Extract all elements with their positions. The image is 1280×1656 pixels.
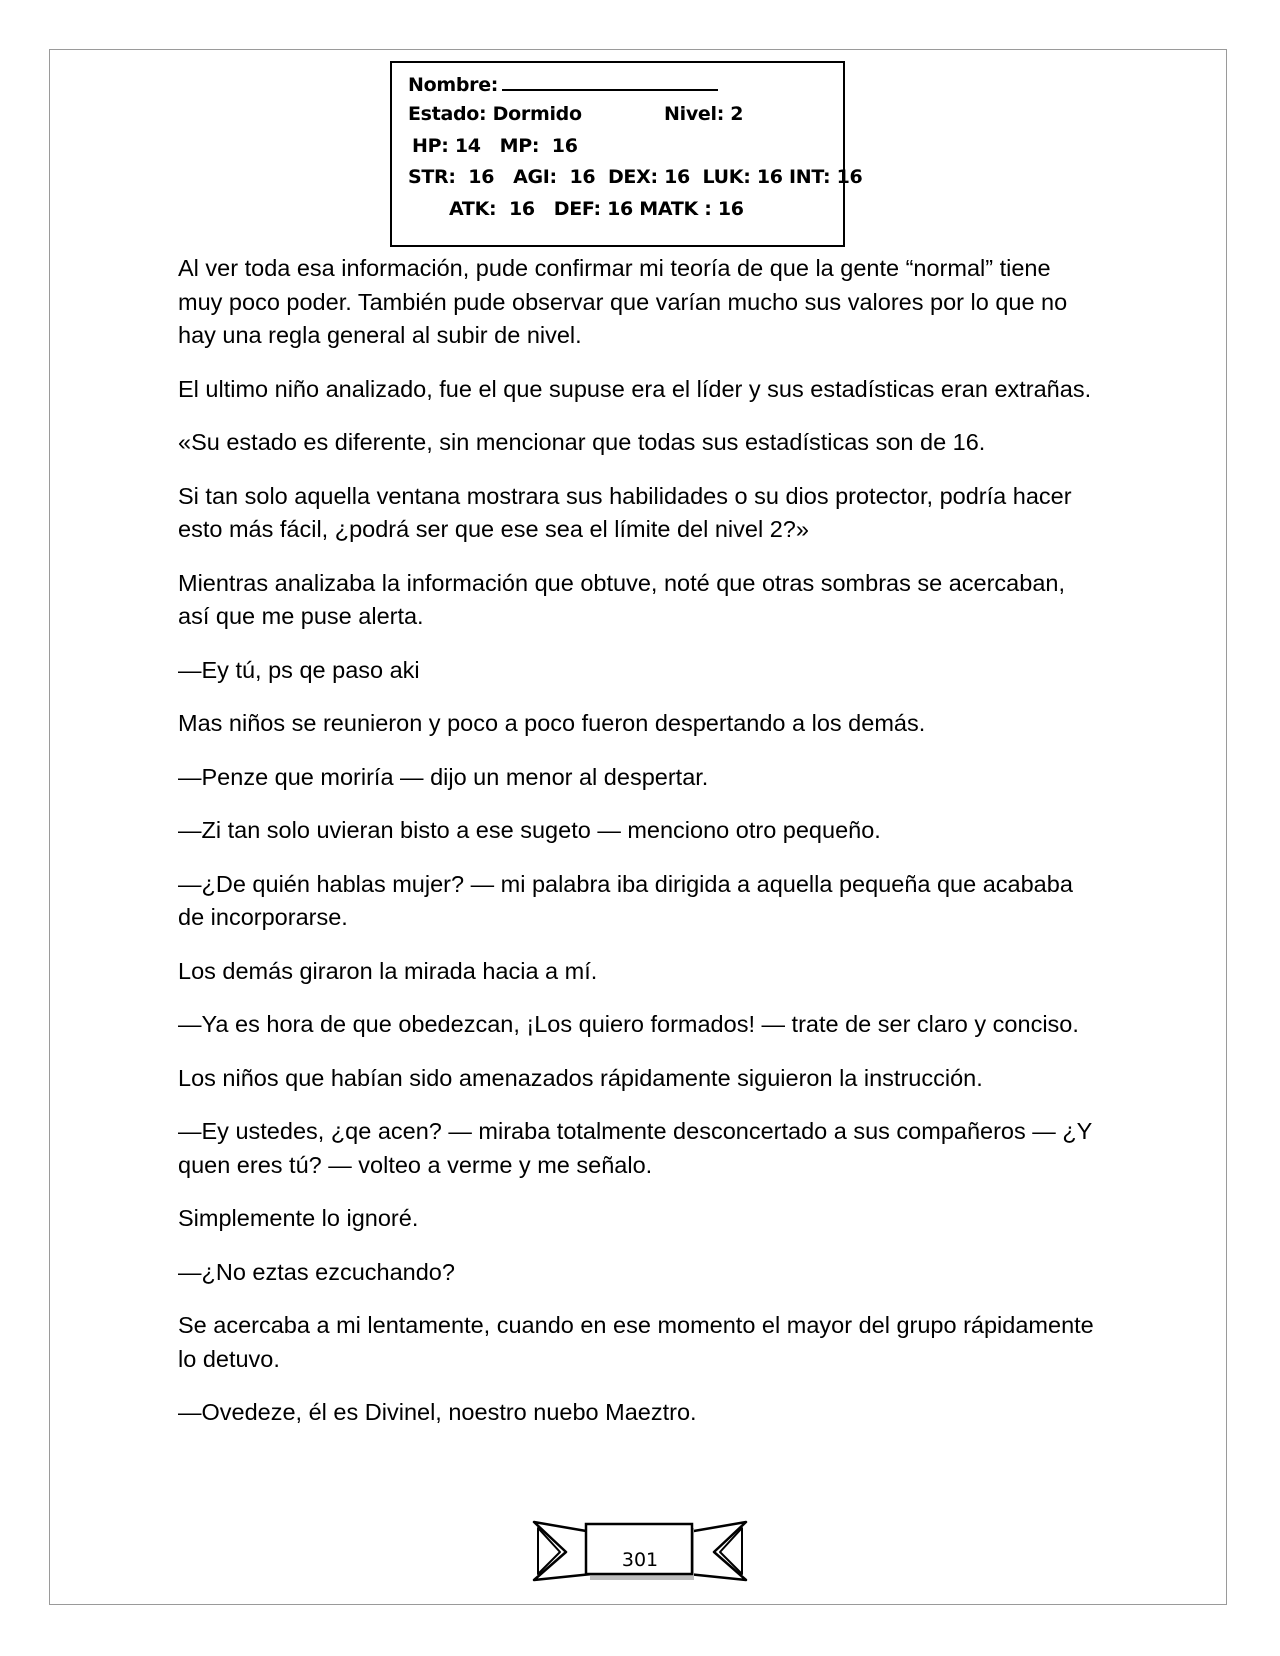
paragraph: Se acercaba a mi lentamente, cuando en ese momento el mayor del grupo rápidamente lo detuvo. [178, 1312, 1094, 1372]
paragraph: Si tan solo aquella ventana mostrara sus habilidades o su dios protector, podría hacer esto más fácil, ¿podrá ser que ese sea el límite del nivel 2?» [178, 482, 1072, 542]
paragraph: Los demás giraron la mirada hacia a mí. [178, 957, 598, 984]
paragraph: Al ver toda esa información, pude confirmar mi teoría de que la gente “normal” tiene muy poco poder. También pude observar que varían mucho sus valores por lo que no hay una regla general al subir de nivel. [178, 255, 1068, 348]
paragraph: —Ey tú, ps qe paso aki [178, 656, 420, 683]
page-number: 301 [621, 1549, 659, 1571]
paragraph: Los niños que habían sido amenazados rápidamente siguieron la instrucción. [178, 1064, 983, 1091]
attributes-line: STR: 16 AGI: 16 DEX: 16 LUK: 16 INT: 16 [408, 166, 863, 188]
paragraph: Mientras analizaba la información que obtuve, noté que otras sombras se acercaban, así que me puse alerta. [178, 569, 1065, 629]
hp-mp-line: HP: 14 MP: 16 [412, 135, 578, 157]
status-window [390, 61, 863, 247]
paragraph: —¿No eztas ezcuchando? [178, 1258, 455, 1285]
name-blank-line [502, 71, 718, 91]
status-label: Estado: Dormido [408, 103, 582, 125]
paragraph: —Zi tan solo uvieran bisto a ese sugeto — menciono otro pequeño. [178, 817, 881, 843]
level-label: Nivel: 2 [664, 103, 744, 125]
combat-line: ATK: 16 DEF: 16 MATK : 16 [449, 198, 744, 220]
paragraph: —Penze que moriría — dijo un menor al despertar. [178, 763, 709, 790]
paragraph: «Su estado es diferente, sin mencionar que todas sus estadísticas son de 16. [178, 429, 986, 455]
paragraph: Simplemente lo ignoré. [178, 1205, 419, 1231]
paragraph: —¿De quién hablas mujer? — mi palabra iba dirigida a aquella pequeña que acababa de incorporarse. [178, 870, 1073, 930]
name-label: Nombre: [408, 74, 499, 96]
paragraph: —Ey ustedes, ¿qe acen? — miraba totalmente desconcertado a sus compañeros — ¿Y quen eres tú? — volteo a verme y me señalo. [178, 1118, 1092, 1178]
name-field [408, 71, 718, 97]
paragraph: El ultimo niño analizado, fue el que supuse era el líder y sus estadísticas eran extrañas. [178, 375, 1092, 402]
paragraph: —Ovedeze, él es Divinel, noestro nuebo Maeztro. [178, 1399, 697, 1425]
paragraph: —Ya es hora de que obedezcan, ¡Los quiero formados! — trate de ser claro y conciso. [178, 1011, 1079, 1037]
paragraph: Mas niños se reunieron y poco a poco fueron despertando a los demás. [178, 710, 926, 736]
body-text [178, 252, 1098, 1450]
